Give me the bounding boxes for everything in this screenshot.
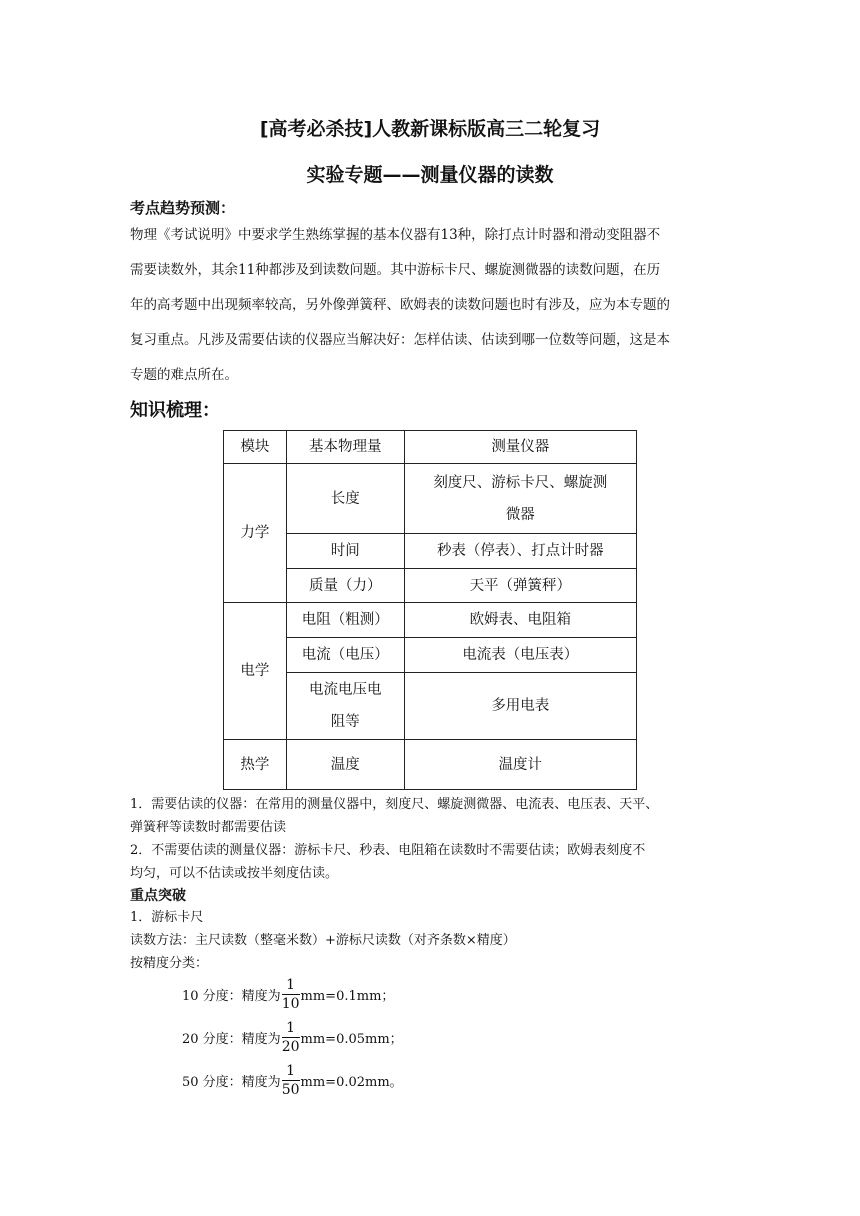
note-line: 2．不需要估读的测量仪器：游标卡尺、秒表、电阻箱在读数时不需要估读；欧姆表刻度不 xyxy=(130,843,646,858)
focus-item-title: 1．游标卡尺 xyxy=(130,910,204,925)
precision-suffix: mm=0.05mm； xyxy=(300,1031,403,1047)
trend-line: 年的高考题中出现频率较高，另外像弹簧秤、欧姆表的读数问题也时有涉及，应为本专题的 xyxy=(130,297,670,313)
trend-paragraph xyxy=(130,218,730,393)
note-line: 弹簧秤等读数时都需要估读 xyxy=(130,820,287,835)
fraction-numerator: 1 xyxy=(286,1019,296,1036)
table-row xyxy=(224,740,637,790)
trend-line: 物理《考试说明》中要求学生熟练掌握的基本仪器有13种，除打点计时器和滑动变阻器不 xyxy=(130,227,661,243)
module-cell: 力学 xyxy=(224,464,287,603)
document-subtitle: 实验专题——测量仪器的读数 xyxy=(306,164,554,186)
precision-line xyxy=(182,1058,403,1102)
instrument-cell: 欧姆表、电阻箱 xyxy=(404,603,636,638)
precision-prefix: 10 分度：精度为 xyxy=(182,988,281,1004)
quantity-cell: 长度 xyxy=(286,464,404,534)
instrument-text: 微器 xyxy=(505,506,535,523)
focus-heading: 重点突破 xyxy=(130,888,186,904)
instrument-text: 刻度尺、游标卡尺、螺旋测 xyxy=(433,474,608,491)
instrument-cell: 天平（弹簧秤） xyxy=(404,569,636,603)
precision-prefix: 50 分度：精度为 xyxy=(182,1074,281,1090)
trend-line: 需要读数外，其余11种都涉及到读数问题。其中游标卡尺、螺旋测微器的读数问题，在历 xyxy=(130,262,661,278)
instrument-cell: 多用电表 xyxy=(404,673,636,740)
precision-line xyxy=(182,1015,403,1059)
header-cell: 基本物理量 xyxy=(286,431,404,464)
instrument-cell: 温度计 xyxy=(404,740,636,790)
table-row xyxy=(224,534,637,569)
fraction-numerator: 1 xyxy=(286,1062,296,1079)
fraction-denominator: 10 xyxy=(281,995,300,1012)
quantity-cell: 质量（力） xyxy=(286,569,404,603)
quantity-cell: 电阻（粗测） xyxy=(286,603,404,638)
precision-suffix: mm=0.02mm。 xyxy=(300,1074,403,1090)
quantity-text: 阻等 xyxy=(330,714,360,730)
module-cell: 电学 xyxy=(224,603,287,740)
fraction xyxy=(282,1019,300,1056)
fraction-denominator: 50 xyxy=(281,1081,300,1098)
trend-line: 复习重点。凡涉及需要估读的仪器应当解决好：怎样估读、估读到哪一位数等问题，这是本 xyxy=(130,332,670,348)
notes-block xyxy=(130,793,740,885)
fraction-denominator: 20 xyxy=(281,1038,300,1055)
table-row xyxy=(224,673,637,740)
trend-heading: 考点趋势预测： xyxy=(130,199,236,217)
header-cell: 模块 xyxy=(224,431,287,464)
fraction xyxy=(282,1062,300,1099)
reading-method: 读数方法：主尺读数（整毫米数）+游标尺读数（对齐条数×精度） xyxy=(130,933,516,948)
instrument-cell: 电流表（电压表） xyxy=(404,638,636,673)
instrument-cell xyxy=(404,464,636,534)
fraction-numerator: 1 xyxy=(286,976,296,993)
table-row xyxy=(224,569,637,603)
table-header-row xyxy=(224,431,637,464)
instrument-table xyxy=(223,430,637,790)
quantity-cell: 时间 xyxy=(286,534,404,569)
quantity-text: 电流电压电 xyxy=(308,682,382,698)
table-row xyxy=(224,638,637,673)
instrument-cell: 秒表（停表）、打点计时器 xyxy=(404,534,636,569)
quantity-cell: 电流（电压） xyxy=(286,638,404,673)
header-cell: 测量仪器 xyxy=(404,431,636,464)
precision-line xyxy=(182,972,394,1016)
focus-body xyxy=(130,906,516,975)
quantity-cell: 温度 xyxy=(286,740,404,790)
precision-suffix: mm=0.1mm； xyxy=(300,988,395,1004)
note-line: 均匀，可以不估读或按半刻度估读。 xyxy=(130,866,339,881)
table-row xyxy=(224,603,637,638)
trend-line: 专题的难点所在。 xyxy=(130,367,238,383)
document-title: [高考必杀技]人教新课标版高三二轮复习 xyxy=(259,118,601,140)
knowledge-heading: 知识梳理： xyxy=(130,400,220,421)
quantity-cell xyxy=(286,673,404,740)
note-line: 1．需要估读的仪器：在常用的测量仪器中，刻度尺、螺旋测微器、电流表、电压表、天平、 xyxy=(130,797,659,812)
precision-classify: 按精度分类： xyxy=(130,956,209,971)
precision-prefix: 20 分度：精度为 xyxy=(182,1031,281,1047)
module-cell: 热学 xyxy=(224,740,287,790)
table-row xyxy=(224,464,637,534)
fraction xyxy=(282,976,300,1013)
